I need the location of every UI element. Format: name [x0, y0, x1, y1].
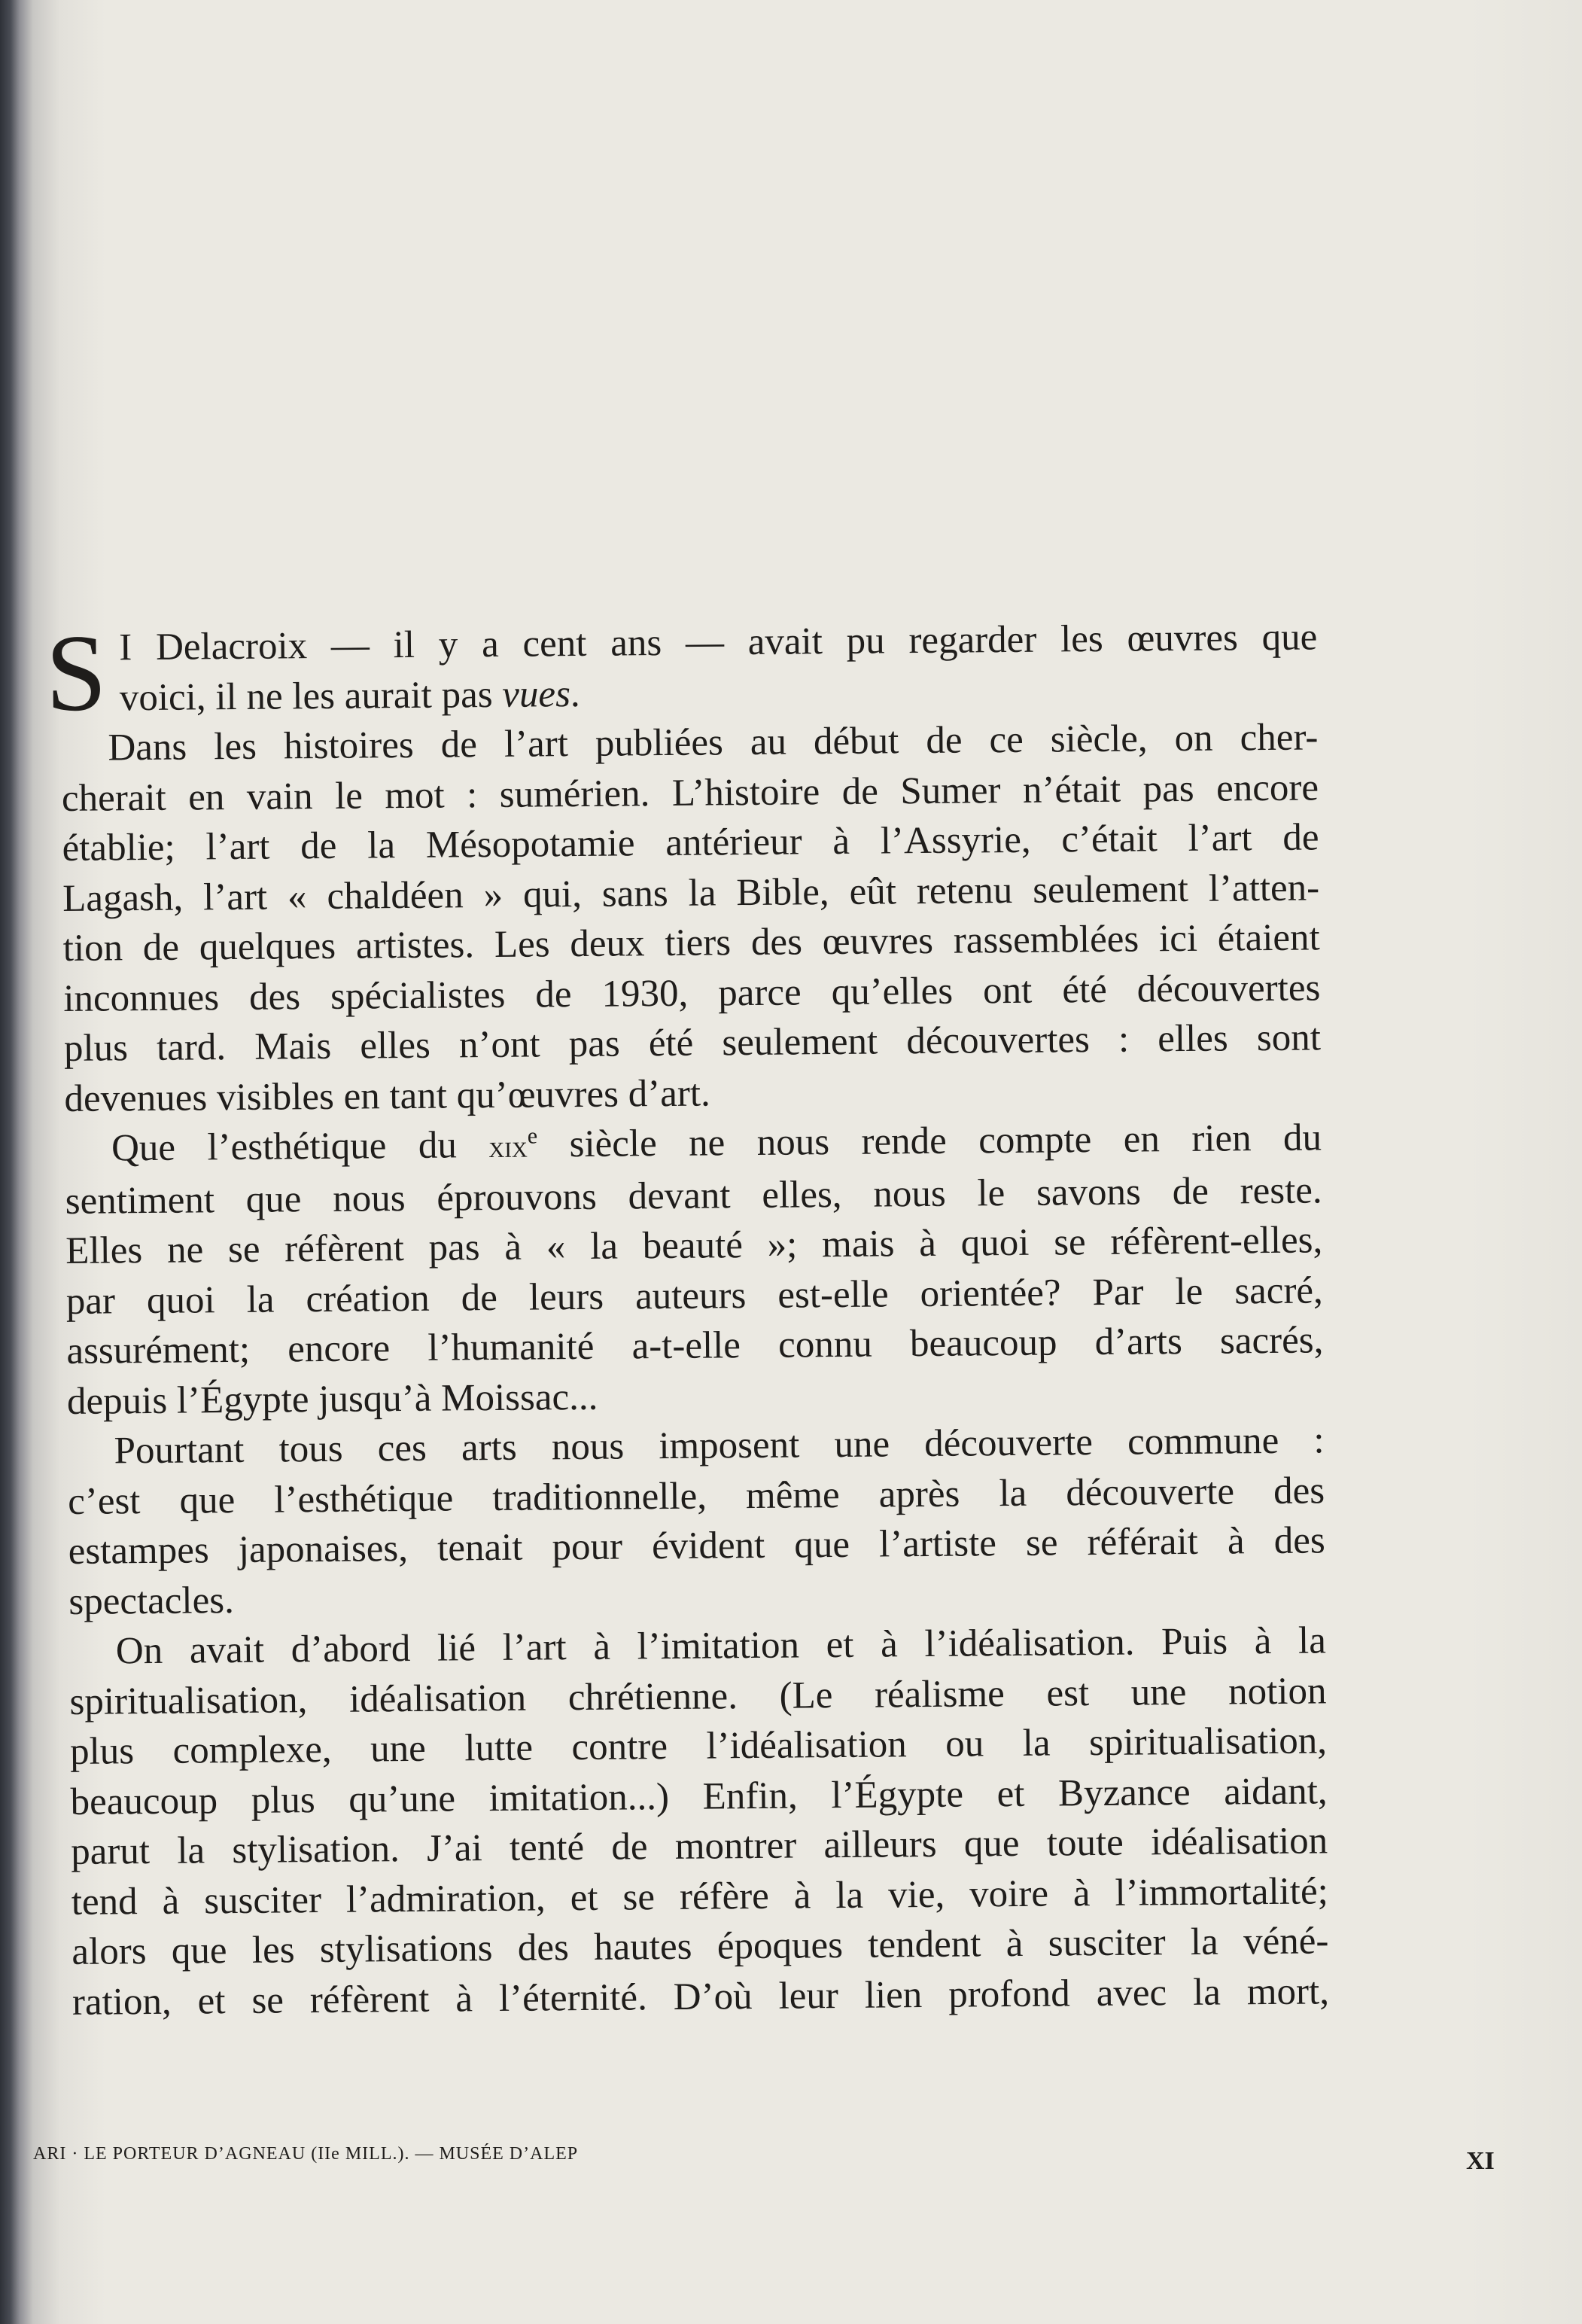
text-line: ration, et se réfèrent à l’éternité. D’où leur lien profond avec la mort, [71, 1969, 1330, 2024]
text-line: établie; l’art de la Mésopotamie antérieur à l’Assyrie, c’était l’art de [62, 816, 1319, 870]
text-line: estampes japonaises, tenait pour évident que l’artiste se référait à des [68, 1519, 1325, 1573]
drop-cap: S [44, 611, 108, 735]
text-line: plus tard. Mais elles n’ont pas été seulement découvertes : elles sont [63, 1016, 1322, 1070]
text-run: Que l’esthétique du [111, 1124, 489, 1170]
text-line: tend à susciter l’admiration, et se réfère à la vie, voire à l’immortalité; [71, 1869, 1329, 1923]
paragraph-4 [67, 1415, 1325, 1627]
text-line: parut la stylisation. J’ai tenté de montrer ailleurs que toute idéalisation [70, 1820, 1328, 1873]
text-line: par quoi la création de leurs auteurs est-elle orientée? Par le sacré, [65, 1269, 1324, 1323]
paragraph-3 [65, 1113, 1324, 1427]
text-line: On avait d’abord lié l’art à l’imitation et à l’idéalisation. Puis à la [115, 1619, 1327, 1673]
text-line: Dans les histoires de l’art publiées au début de ce siècle, on cher- [108, 716, 1319, 769]
italic-word: vues [502, 672, 571, 716]
text-line: tion de quelques artistes. Les deux tiers des œuvres rassemblées ici étaient [62, 916, 1320, 970]
text-line: Pourtant tous ces arts nous imposent une découverte commune : [114, 1419, 1325, 1473]
text-line: c’est que l’esthétique traditionnelle, même après la découverte des [67, 1469, 1325, 1523]
text-line: devenues visibles en tant qu’œuvres d’art. [64, 1071, 710, 1120]
text-run: voici, il ne les aurait pas [119, 673, 503, 719]
page-number: XI [1466, 2147, 1495, 2175]
text-line: Elles ne se réfèrent pas à « la beauté »; mais à quoi se réfèrent-elles, [65, 1219, 1323, 1272]
text-line: sentiment que nous éprouvons devant elles, nous le savons de reste. [65, 1168, 1322, 1223]
paragraph-5 [69, 1616, 1330, 2027]
text-line: inconnues des spécialistes de 1930, parce qu’elles ont été découvertes [63, 966, 1321, 1020]
text-run: . [570, 672, 580, 715]
text-line: assurément; encore l’humanité a-t-elle connu beaucoup d’arts sacrés, [66, 1319, 1324, 1372]
text-line: beaucoup plus qu’une imitation...) Enfin, l’Égypte et Byzance aidant, [70, 1769, 1328, 1823]
paragraph-1 [44, 611, 1318, 735]
text-line: alors que les stylisations des hautes époques tendent à susciter la véné- [71, 1920, 1329, 1973]
figure-caption: ARI · LE PORTEUR D’AGNEAU (IIe MILL.). — MUSÉE D’ALEP [33, 2144, 579, 2164]
small-caps-century: xix [488, 1129, 528, 1165]
body-text [44, 611, 1330, 2027]
text-line: Lagash, l’art « chaldéen » qui, sans la Bible, eût retenu seulement l’atten- [62, 866, 1320, 920]
text-line: depuis l’Égypte jusqu’à Moissac... [66, 1375, 598, 1423]
text-run: siècle ne nous rende compte en rien du [537, 1116, 1322, 1166]
text-line: spiritualisation, idéalisation chrétienne. (Le réalisme est une notion [69, 1669, 1327, 1723]
text-line: spectacles. [68, 1579, 235, 1623]
text-run: I Delacroix — il y a cent ans — avait pu regarder les œuvres que [119, 616, 1318, 669]
superscript: e [527, 1123, 538, 1149]
paragraph-2 [61, 712, 1322, 1124]
text-line: cherait en vain le mot : sumérien. L’histoire de Sumer n’était pas encore [61, 766, 1319, 820]
text-line: plus complexe, une lutte contre l’idéalisation ou la spiritualisation, [69, 1719, 1328, 1773]
